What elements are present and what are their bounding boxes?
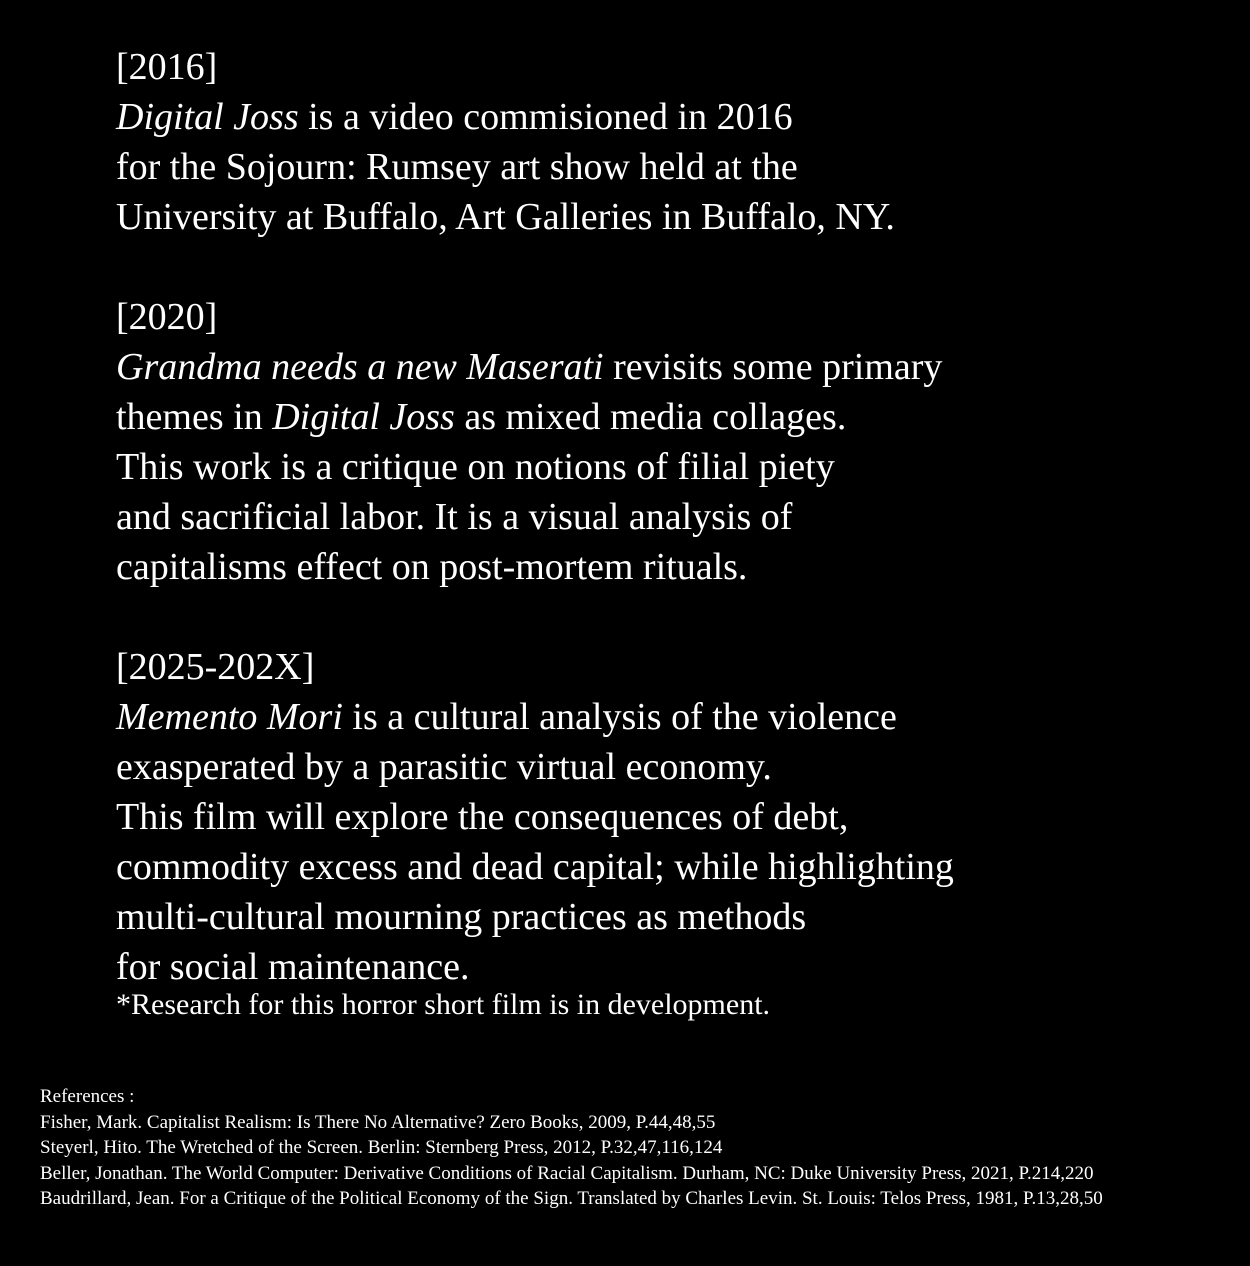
section-2020-heading: [2020] (116, 296, 218, 338)
references (40, 1084, 1245, 1212)
work-title: Digital Joss (272, 396, 455, 438)
section-2016-line-2: for the Sojourn: Rumsey art show held at the (116, 146, 798, 188)
section-2025-line-2: exasperated by a parasitic virtual economy. (116, 746, 772, 788)
reference-item: Fisher, Mark. Capitalist Realism: Is There No Alternative? Zero Books, 2009, P.44,48,55 (40, 1111, 716, 1133)
section-2020-line-5: capitalisms effect on post-mortem rituals. (116, 546, 748, 588)
section-2016-line-1 (116, 92, 1236, 142)
work-title: Digital Joss (116, 96, 299, 138)
spacer (116, 242, 1236, 292)
line-text: themes in (116, 396, 273, 438)
section-2025-heading: [2025-202X] (116, 646, 315, 688)
section-2025-line-4: commodity excess and dead capital; while highlighting (116, 846, 954, 888)
reference-item: Steyerl, Hito. The Wretched of the Screen. Berlin: Sternberg Press, 2012, P.32,47,116,124 (40, 1137, 723, 1158)
section-2025-line-6: for social maintenance. (116, 946, 470, 988)
section-2025-line-1 (116, 692, 1236, 742)
references-heading: References : (40, 1086, 135, 1107)
spacer (116, 592, 1236, 642)
reference-item: Baudrillard, Jean. For a Critique of the Political Economy of the Sign. Translated by Charles Levin. St. Louis: Telos Press, 1981, P.13,28,50 (40, 1188, 1103, 1209)
line-text: is a video commisioned in 2016 (298, 96, 793, 138)
main-text (116, 42, 1236, 1022)
section-2025-line-5: multi-cultural mourning practices as methods (116, 896, 807, 938)
section-2020-line-4: and sacrificial labor. It is a visual analysis of (116, 496, 793, 538)
section-2016-heading: [2016] (116, 46, 218, 88)
section-2020-line-2 (116, 392, 1236, 442)
line-text: is a cultural analysis of the violence (342, 696, 897, 738)
line-text: as mixed media collages. (454, 396, 847, 438)
development-note: *Research for this horror short film is in development. (116, 988, 771, 1021)
section-2020-line-1 (116, 342, 1236, 392)
section-2016-line-3: University at Buffalo, Art Galleries in Buffalo, NY. (116, 196, 895, 238)
work-title: Grandma needs a new Maserati (116, 346, 604, 388)
work-title: Memento Mori (116, 696, 343, 738)
line-text: revisits some primary (603, 346, 943, 388)
section-2020-line-3: This work is a critique on notions of filial piety (116, 446, 835, 488)
reference-item: Beller, Jonathan. The World Computer: Derivative Conditions of Racial Capitalism. Durham, NC: Duke University Press, 2021, P.214,220 (40, 1162, 1094, 1184)
section-2025-line-3: This film will explore the consequences of debt, (116, 796, 849, 838)
